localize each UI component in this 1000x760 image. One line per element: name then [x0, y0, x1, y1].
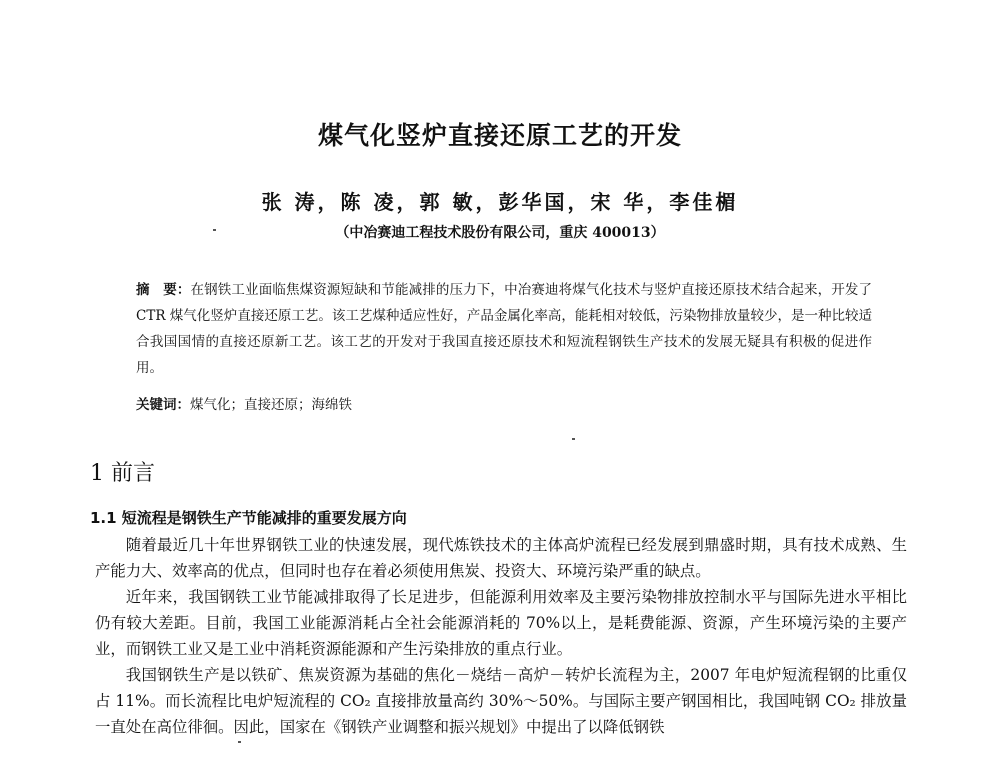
- paragraph-3: 我国钢铁生产是以铁矿、焦炭资源为基础的焦化－烧结－高炉－转炉长流程为主，2007 年电炉短流程钢的比重仅占 11%。而长流程比电炉短流程的 CO₂ 直接排放量高约 30%～50%。与国际主要产钢国相比，我国吨钢 CO₂ 排放量一直处在高位徘徊。因此，国家在《钢铁产业调整和振兴规划》中提出了以降低钢铁: [95, 666, 907, 736]
- body-text: [95, 532, 907, 740]
- abstract-label: 摘 要：: [136, 282, 191, 298]
- paper-title: 煤气化竖炉直接还原工艺的开发: [317, 121, 682, 150]
- paragraph-1: 随着最近几十年世界钢铁工业的快速发展，现代炼铁技术的主体高炉流程已经发展到鼎盛时期，具有技术成熟、生产能力大、效率高的优点，但同时也存在着必须使用焦炭、投资大、环境污染严重的缺点。: [95, 536, 907, 580]
- keywords-label: 关键词：: [136, 397, 190, 413]
- abstract-block: [136, 277, 872, 381]
- scan-speck: [572, 438, 575, 440]
- keywords-text: 煤气化；直接还原；海绵铁: [190, 397, 352, 413]
- scan-speck: [213, 229, 216, 231]
- affiliation: （中冶赛迪工程技术股份有限公司，重庆 400013）: [335, 225, 665, 241]
- keywords-block: [136, 393, 872, 413]
- scan-speck: [238, 741, 241, 743]
- subsection-heading: 1.1 短流程是钢铁生产节能减排的重要发展方向: [90, 509, 407, 527]
- author-list: 张 涛，陈 凌，郭 敏，彭华国，宋 华，李佳楣: [261, 190, 739, 214]
- paragraph-2: 近年来，我国钢铁工业节能减排取得了长足进步，但能源利用效率及主要污染物排放控制水平与国际先进水平相比仍有较大差距。目前，我国工业能源消耗占全社会能源消耗的 70%以上，是耗费能源、资源，产生环境污染的主要产业，而钢铁工业又是工业中消耗资源能源和产生污染排放的重点行业。: [95, 588, 907, 658]
- abstract-text: 在钢铁工业面临焦煤资源短缺和节能减排的压力下，中冶赛迪将煤气化技术与竖炉直接还原技术结合起来，开发了 CTR 煤气化竖炉直接还原工艺。该工艺煤种适应性好，产品金属化率高，能耗相对较低，污染物排放量较少，是一种比较适合我国国情的直接还原新工艺。该工艺的开发对于我国直接还原技术和短流程钢铁生产技术的发展无疑具有积极的促进作用。: [136, 282, 873, 376]
- section-heading: 1 前言: [90, 461, 155, 486]
